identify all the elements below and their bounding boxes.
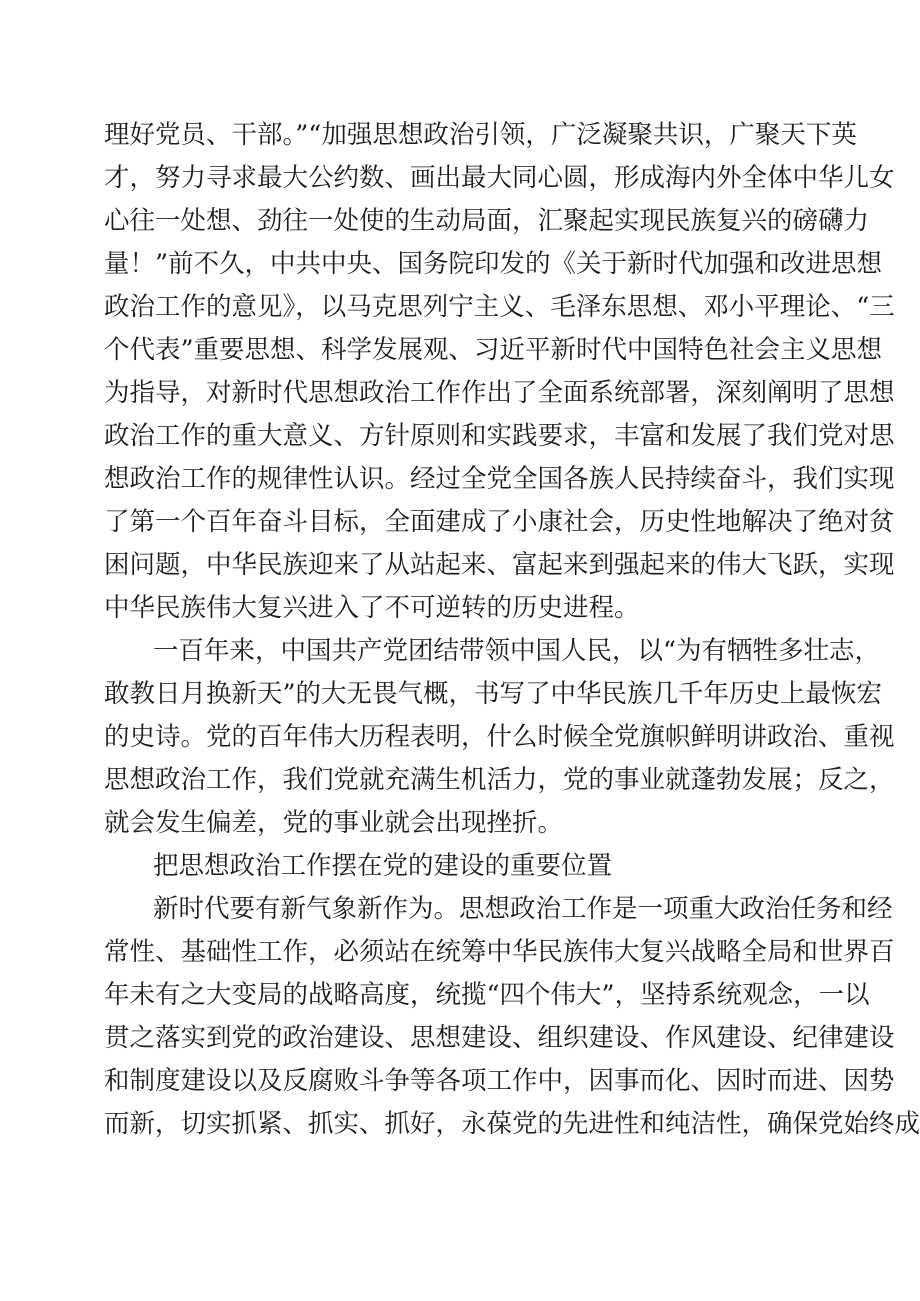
body-text-line: 就会发生偏差，党的事业就会出现挫折。 [104, 808, 564, 838]
body-text-line: 年未有之大变局的战略高度，统揽“四个伟大”，坚持系统观念，一以 [104, 980, 870, 1010]
body-text-line: 而新，切实抓紧、抓实、抓好，永葆党的先进性和纯洁性，确保党始终成 [104, 1109, 920, 1139]
document-body [104, 114, 920, 1146]
body-text-line: 贯之落实到党的政治建设、思想建设、组织建设、作风建设、纪律建设 [104, 1023, 895, 1053]
body-text-line: 困问题，中华民族迎来了从站起来、富起来到强起来的伟大飞跃，实现 [104, 550, 895, 580]
body-text-line: 想政治工作的规律性认识。经过全党全国各族人民持续奋斗，我们实现 [104, 464, 895, 494]
body-text-line: 政治工作的意见》，以马克思列宁主义、毛泽东思想、邓小平理论、“三 [104, 292, 895, 322]
body-text-line: 政治工作的重大意义、方针原则和实践要求，丰富和发展了我们党对思 [104, 421, 895, 451]
body-text-line: 敢教日月换新天”的大无畏气概，书写了中华民族几千年历史上最恢宏 [104, 679, 883, 709]
body-text-line: 量！”前不久，中共中央、国务院印发的《关于新时代加强和改进思想 [104, 249, 883, 279]
body-text-line: 为指导，对新时代思想政治工作作出了全面系统部署，深刻阐明了思想 [104, 378, 895, 408]
body-text-line: 才，努力寻求最大公约数、画出最大同心圆，形成海内外全体中华儿女 [104, 163, 895, 193]
body-text-line: 一百年来，中国共产党团结带领中国人民，以“为有牺牲多壮志， [153, 636, 881, 666]
section-heading: 把思想政治工作摆在党的建设的重要位置 [153, 851, 613, 881]
body-text-line: 的史诗。党的百年伟大历程表明，什么时候全党旗帜鲜明讲政治、重视 [104, 722, 895, 752]
body-text-line: 思想政治工作，我们党就充满生机活力，党的事业就蓬勃发展；反之， [104, 765, 895, 795]
body-text-line: 心往一处想、劲往一处使的生动局面，汇聚起实现民族复兴的磅礴力 [104, 206, 870, 236]
body-text-line: 个代表”重要思想、科学发展观、习近平新时代中国特色社会主义思想 [104, 335, 883, 365]
body-text-line: 新时代要有新气象新作为。思想政治工作是一项重大政治任务和经 [153, 894, 893, 924]
body-text-line: 了第一个百年奋斗目标，全面建成了小康社会，历史性地解决了绝对贫 [104, 507, 895, 537]
body-text-line: 中华民族伟大复兴进入了不可逆转的历史进程。 [104, 593, 640, 623]
body-text-line: 和制度建设以及反腐败斗争等各项工作中，因事而化、因时而进、因势 [104, 1066, 895, 1096]
body-text-line: 常性、基础性工作，必须站在统筹中华民族伟大复兴战略全局和世界百 [104, 937, 895, 967]
body-text-line: 理好党员、干部。”“加强思想政治引领，广泛凝聚共识，广聚天下英 [104, 120, 857, 150]
